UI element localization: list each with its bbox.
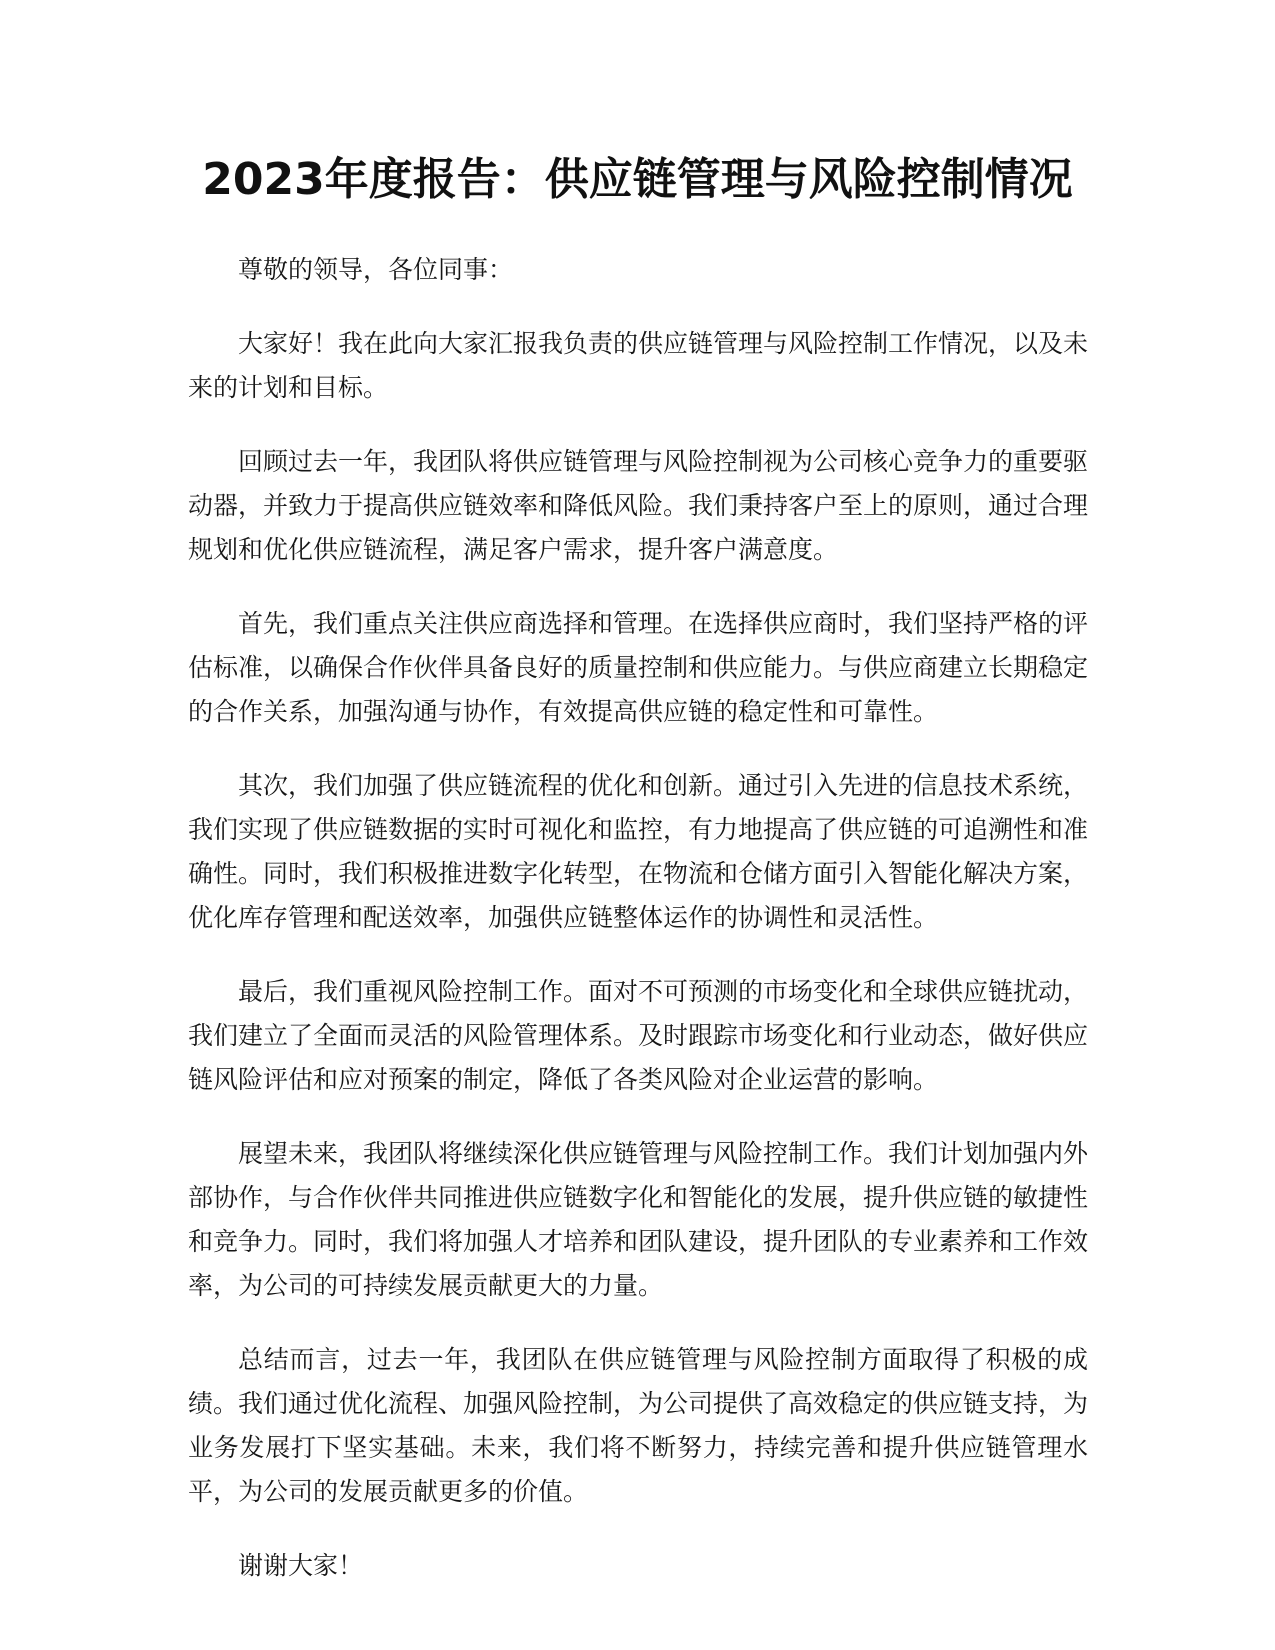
paragraph-outlook: 展望未来，我团队将继续深化供应链管理与风险控制工作。我们计划加强内外部协作，与合作伙伴共同推进供应链数字化和智能化的发展，提升供应链的敏捷性和竞争力。同时，我们将加强人才培养和团队建设，提升团队的专业素养和工作效率，为公司的可持续发展贡献更大的力量。 — [188, 1139, 1089, 1300]
paragraph-summary: 总结而言，过去一年，我团队在供应链管理与风险控制方面取得了积极的成绩。我们通过优化流程、加强风险控制，为公司提供了高效稳定的供应链支持，为业务发展打下坚实基础。未来，我们将不断努力，持续完善和提升供应链管理水平，为公司的发展贡献更多的价值。 — [188, 1345, 1089, 1506]
paragraph-risk-control: 最后，我们重视风险控制工作。面对不可预测的市场变化和全球供应链扰动，我们建立了全面而灵活的风险管理体系。及时跟踪市场变化和行业动态，做好供应链风险评估和应对预案的制定，降低了各类风险对企业运营的影响。 — [188, 977, 1089, 1094]
document-title: 2023年度报告：供应链管理与风险控制情况 — [202, 154, 1073, 205]
paragraph-supplier-management: 首先，我们重点关注供应商选择和管理。在选择供应商时，我们坚持严格的评估标准，以确保合作伙伴具备良好的质量控制和供应能力。与供应商建立长期稳定的合作关系，加强沟通与协作，有效提高供应链的稳定性和可靠性。 — [188, 609, 1089, 726]
paragraph-review: 回顾过去一年，我团队将供应链管理与风险控制视为公司核心竞争力的重要驱动器，并致力于提高供应链效率和降低风险。我们秉持客户至上的原则，通过合理规划和优化供应链流程，满足客户需求，提升客户满意度。 — [188, 447, 1089, 564]
paragraph-salutation: 尊敬的领导，各位同事： — [238, 255, 514, 284]
paragraph-closing: 谢谢大家！ — [238, 1551, 364, 1580]
paragraph-greeting: 大家好！我在此向大家汇报我负责的供应链管理与风险控制工作情况，以及未来的计划和目标。 — [188, 329, 1089, 402]
document-body — [188, 248, 1088, 1618]
paragraph-process-optimization: 其次，我们加强了供应链流程的优化和创新。通过引入先进的信息技术系统，我们实现了供应链数据的实时可视化和监控，有力地提高了供应链的可追溯性和准确性。同时，我们积极推进数字化转型，在物流和仓储方面引入智能化解决方案，优化库存管理和配送效率，加强供应链整体运作的协调性和灵活性。 — [188, 771, 1089, 932]
